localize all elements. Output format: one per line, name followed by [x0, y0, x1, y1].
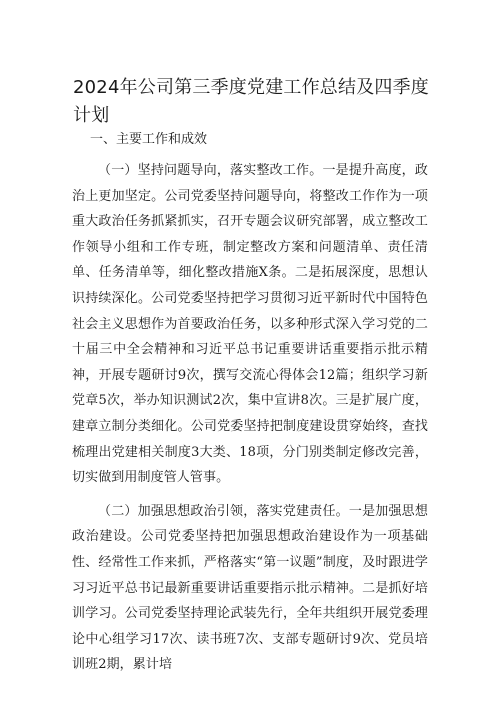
paragraph-problem-orientation: （一）坚持问题导向，落实整改工作。一是提升高度，政治上更加坚定。公司党委坚持问题导向，将整改工作作为一项重大政治任务抓紧抓实，召开专题会议研究部署，成立整改工作领导小组和工作专班，制定整改方案和问题清单、责任清单、任务清单等，细化整改措施X条。二是拓展深度，思想认识持续深化。公司党委坚持把学习贯彻习近平新时代中国特色社会主义思想作为首要政治任务，以多种形式深入学习党的二十届三中全会精神和习近平总书记重要讲话重要指示批示精神，开展专题研讨9次，撰写交流心得体会12篇；组织学习新党章5次，举办知识测试2次，集中宣讲8次。三是扩展广度，建章立制分类细化。公司党委坚持把制度建设贯穿始终，查找梳理出党建相关制度3大类、18项，分门别类制定修改完善，切实做到用制度管人管事。: [72, 163, 428, 486]
document-title: 2024年公司第三季度党建工作总结及四季度计划: [73, 77, 430, 126]
paragraph-ideological-guidance: （二）加强思想政治引领，落实党建责任。一是加强思想政治建设。公司党委坚持把加强思想政治建设作为一项基础性、经常性工作来抓，严格落实“第一议题”制度，及时跟进学习习近平总书记最新重要讲话重要指示批示精神。二是抓好培训学习。公司党委坚持理论武装先行，全年共组织开展党委理论中心组学习17次、读书班7次、支部专题研讨9次、党员培训班2期，累计培: [72, 503, 428, 673]
section-heading: 一、主要工作和成效: [90, 132, 208, 147]
document-body: [72, 130, 428, 686]
